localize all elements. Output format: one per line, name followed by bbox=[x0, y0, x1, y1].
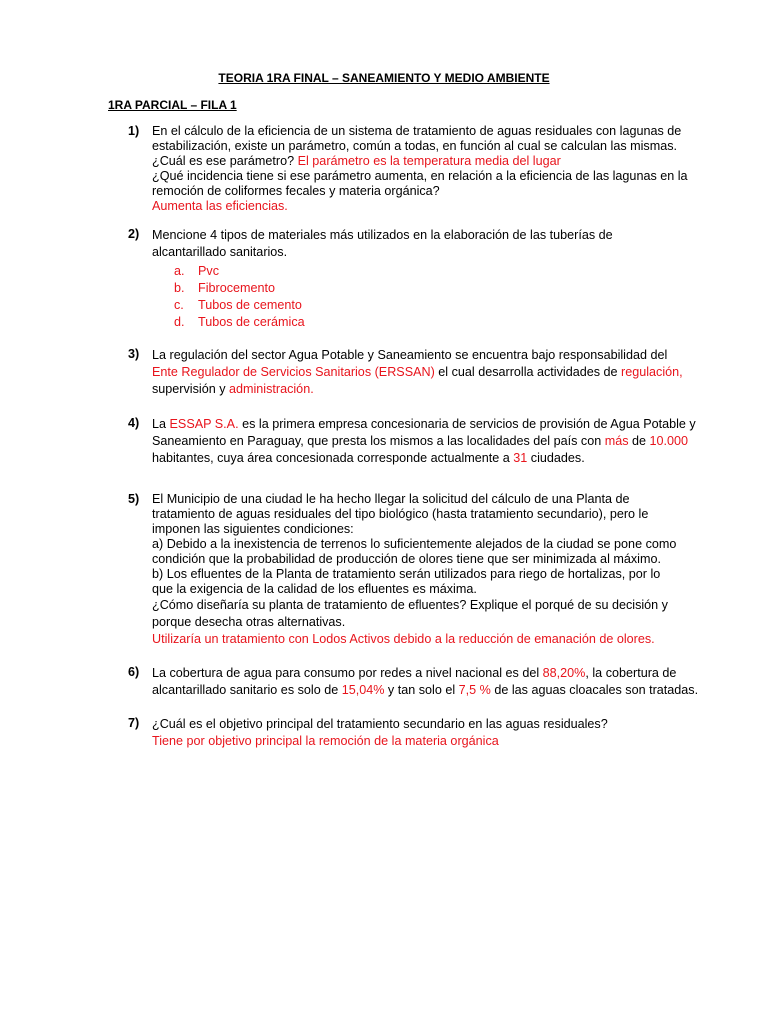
answer-text: Aumenta las eficiencias. bbox=[152, 199, 288, 213]
question-text: ¿Cuál es el objetivo principal del tratamiento secundario en las aguas residuales? bbox=[152, 717, 608, 731]
question-number: 1) bbox=[128, 124, 140, 138]
question-text: Mencione 4 tipos de materiales más utilizados en la elaboración de las tuberías de bbox=[152, 228, 613, 242]
question-text-part: supervisión y bbox=[152, 382, 229, 396]
question-text-part: Saneamiento en Paraguay, que presta los mismos a las localidades del país con bbox=[152, 434, 605, 448]
question-text: a) Debido a la inexistencia de terrenos lo suficientemente alejados de la ciudad se pone como bbox=[152, 537, 677, 551]
question-text bbox=[152, 154, 738, 169]
answer-text: 15,04% bbox=[341, 683, 385, 697]
answer-text: Tubos de cerámica bbox=[198, 315, 305, 329]
question-text bbox=[152, 416, 738, 433]
question-number: 2) bbox=[128, 227, 140, 241]
question-text-part: La cobertura de agua para consumo por redes a nivel nacional es del bbox=[152, 666, 543, 680]
answer-text: Fibrocemento bbox=[198, 281, 275, 295]
question-1 bbox=[128, 124, 738, 214]
question-text: alcantarillado sanitarios. bbox=[152, 245, 288, 259]
question-2 bbox=[128, 227, 738, 331]
answer-text: Tubos de cemento bbox=[198, 298, 302, 312]
section-subtitle: 1RA PARCIAL – FILA 1 bbox=[108, 98, 237, 112]
question-number: 6) bbox=[128, 665, 140, 679]
question-text: imponen las siguientes condiciones: bbox=[152, 522, 354, 536]
question-text bbox=[152, 665, 738, 682]
answer-text: regulación, bbox=[621, 365, 683, 379]
answer-text: administración. bbox=[229, 382, 314, 396]
list-marker: c. bbox=[174, 298, 184, 312]
question-text: ¿Cómo diseñaría su planta de tratamiento de efluentes? Explique el porqué de su decisión y bbox=[152, 598, 668, 612]
answer-text: El parámetro es la temperatura media del lugar bbox=[297, 154, 561, 168]
question-text-part: es la primera empresa concesionaria de servicios de provisión de Agua Potable y bbox=[238, 417, 696, 431]
question-text-part: alcantarillado sanitario es solo de bbox=[152, 683, 342, 697]
question-6 bbox=[128, 665, 738, 699]
question-text-part: y tan solo el bbox=[384, 683, 459, 697]
question-text: En el cálculo de la eficiencia de un sistema de tratamiento de aguas residuales con lagunas de bbox=[152, 124, 682, 138]
question-4 bbox=[128, 416, 738, 467]
question-text: tratamiento de aguas residuales del tipo biológico (hasta tratamiento secundario), pero le bbox=[152, 507, 649, 521]
question-text: b) Los efluentes de la Planta de tratamiento serán utilizados para riego de hortalizas, por lo bbox=[152, 567, 661, 581]
question-text: ¿Qué incidencia tiene si ese parámetro aumenta, en relación a la eficiencia de las lagunas en la bbox=[152, 169, 688, 183]
question-number: 5) bbox=[128, 492, 140, 506]
list-marker: a. bbox=[174, 264, 185, 278]
answer-text: 7,5 % bbox=[458, 683, 491, 697]
question-text: El Municipio de una ciudad le ha hecho llegar la solicitud del cálculo de una Planta de bbox=[152, 492, 630, 506]
list-item bbox=[174, 263, 738, 280]
list-marker: b. bbox=[174, 281, 185, 295]
question-text bbox=[152, 682, 738, 699]
question-text: condición que la probabilidad de producción de olores tiene que ser minimizada al máximo. bbox=[152, 552, 661, 566]
question-text-part: de bbox=[628, 434, 650, 448]
answer-text: Tiene por objetivo principal la remoción de la materia orgánica bbox=[152, 734, 499, 748]
list-item bbox=[174, 280, 738, 297]
answer-text: Pvc bbox=[198, 264, 219, 278]
question-text bbox=[152, 381, 738, 398]
answer-text: 31 bbox=[513, 451, 528, 465]
question-text: La regulación del sector Agua Potable y Saneamiento se encuentra bajo responsabilidad del bbox=[152, 348, 668, 362]
question-text-part: La bbox=[152, 417, 170, 431]
answer-text: Ente Regulador de Servicios Sanitarios (ERSSAN) bbox=[152, 365, 435, 379]
question-text-part: de las aguas cloacales son tratadas. bbox=[490, 683, 699, 697]
question-5 bbox=[128, 492, 738, 648]
question-number: 4) bbox=[128, 416, 140, 430]
answer-text: 10.000 bbox=[649, 434, 689, 448]
list-marker: d. bbox=[174, 315, 185, 329]
question-text: estabilización, existe un parámetro, común a todas, en función al cual se calculan las mismas. bbox=[152, 139, 678, 153]
question-number: 7) bbox=[128, 716, 140, 730]
question-text bbox=[152, 364, 738, 381]
question-text bbox=[152, 433, 738, 450]
question-7 bbox=[128, 716, 738, 750]
answer-text: 88,20% bbox=[542, 666, 586, 680]
question-text: porque desecha otras alternativas. bbox=[152, 615, 346, 629]
document-title: TEORIA 1RA FINAL – SANEAMIENTO Y MEDIO AMBIENTE bbox=[218, 71, 550, 85]
answer-list bbox=[174, 263, 738, 331]
question-text-part: ciudades. bbox=[527, 451, 585, 465]
question-text bbox=[152, 450, 738, 467]
list-item bbox=[174, 297, 738, 314]
question-text-part: el cual desarrolla actividades de bbox=[434, 365, 622, 379]
list-item bbox=[174, 314, 738, 331]
answer-text: Utilizaría un tratamiento con Lodos Activos debido a la reducción de emanación de olores. bbox=[152, 632, 655, 646]
question-3 bbox=[128, 347, 738, 398]
answer-text: ESSAP S.A. bbox=[169, 417, 239, 431]
question-text-part: habitantes, cuya área concesionada corresponde actualmente a bbox=[152, 451, 514, 465]
question-number: 3) bbox=[128, 347, 140, 361]
question-text: remoción de coliformes fecales y materia orgánica? bbox=[152, 184, 440, 198]
question-text: que la exigencia de la calidad de los efluentes es máxima. bbox=[152, 582, 477, 596]
answer-text: más bbox=[604, 434, 629, 448]
question-text-part: , la cobertura de bbox=[585, 666, 677, 680]
question-text-part: ¿Cuál es ese parámetro? bbox=[152, 154, 295, 168]
